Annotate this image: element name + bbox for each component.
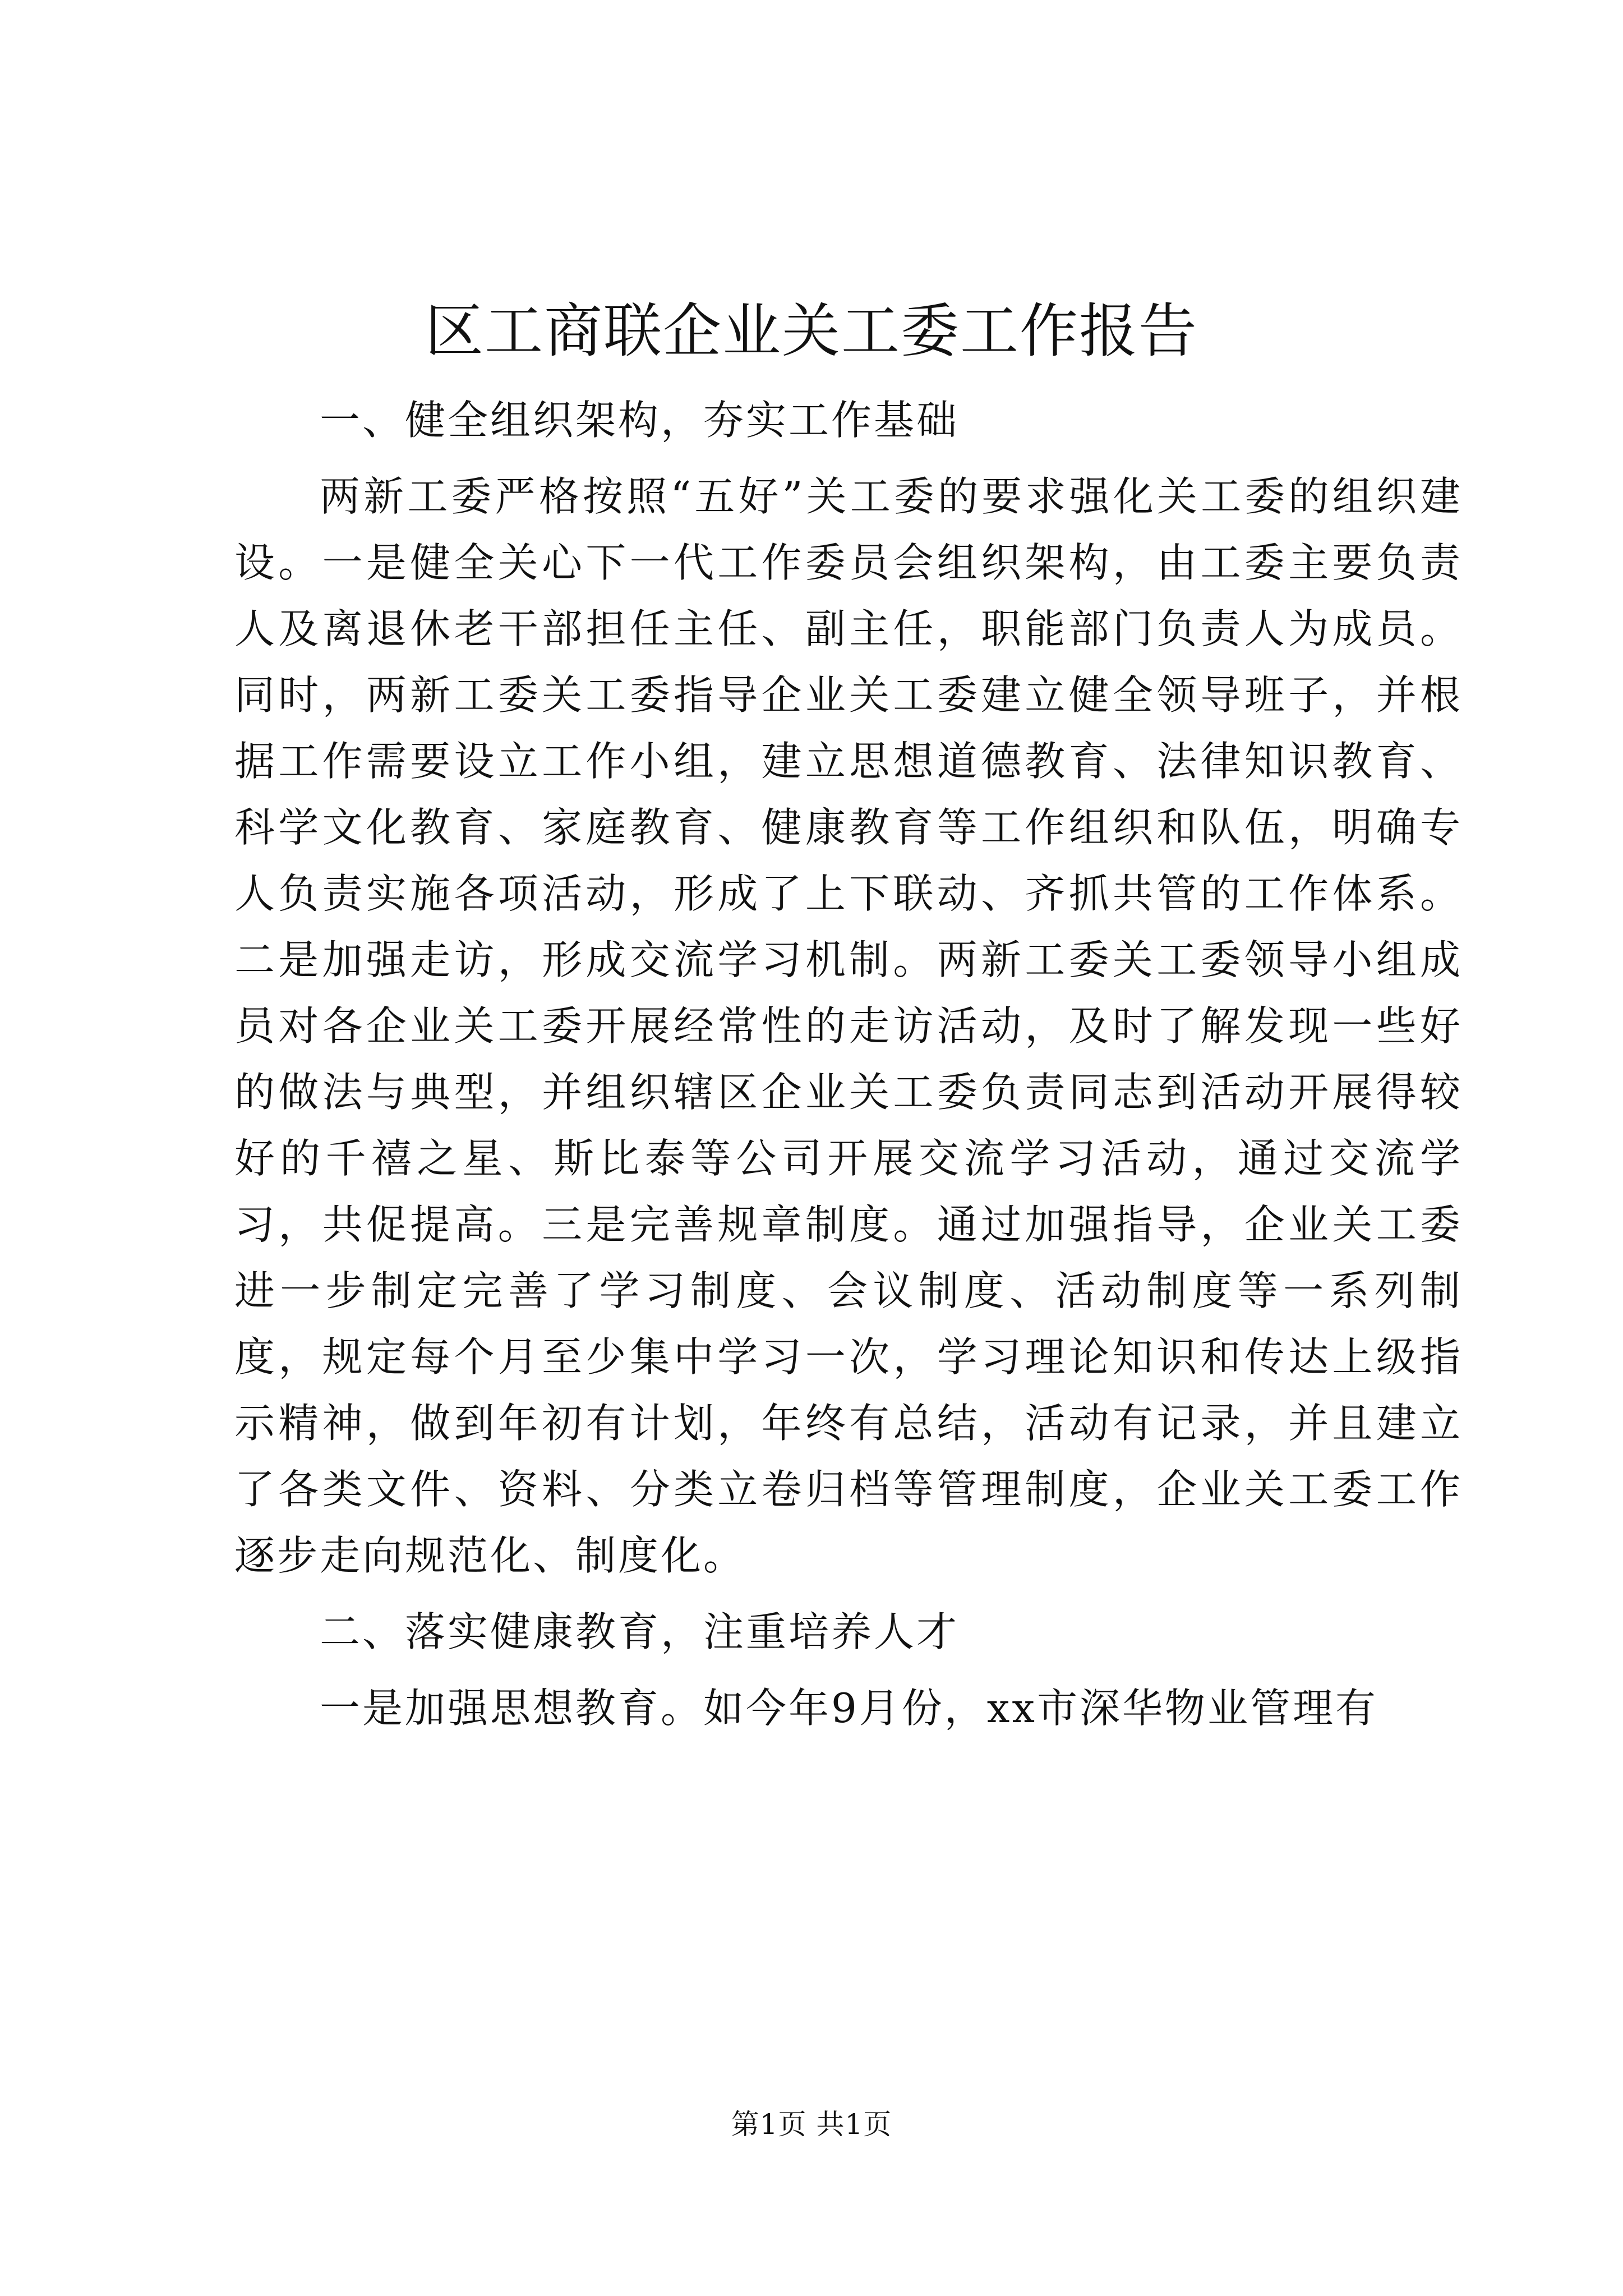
section-heading-1: 一、健全组织架构，夯实工作基础 xyxy=(320,397,960,444)
paragraph-organization: 两新工委严格按照“五好”关工委的要求强化关工委的组织建设。一是健全关心下一代工作委员会组织架构，由工委主要负责人及离退休老干部担任主任、副主任，职能部门负责人为成员。同时，两新工委关工委指导企业关工委建立健全领导班子，并根据工作需要设立工作小组，建立思想道德教育、法律知识教育、科学文化教育、家庭教育、健康教育等工作组织和队伍，明确专人负责实施各项活动，形成了上下联动、齐抓共管的工作体系。二是加强走访，形成交流学习机制。两新工委关工委领导小组成员对各企业关工委开展经常性的走访活动，及时了解发现一些好的做法与典型，并组织辖区企业关工委负责同志到活动开展得较好的千禧之星、斯比泰等公司开展交流学习活动，通过交流学习，共促提高。三是完善规章制度。通过加强指导，企业关工委进一步制定完善了学习制度、会议制度、活动制度等一系列制度，规定每个月至少集中学习一次，学习理论知识和传达上级指示精神，做到年初有计划，年终有总结，活动有记录，并且建立了各类文件、资料、分类立卷归档等管理制度，企业关工委工作逐步走向规范化、制度化。 xyxy=(234,473,1463,1579)
page-footer: 第1页 共1页 xyxy=(731,2108,892,2141)
document-body xyxy=(234,387,1463,1751)
paragraph-education: 一是加强思想教育。如今年9月份，xx市深华物业管理有 xyxy=(320,1685,1378,1732)
document-title: 区工商联企业关工委工作报告 xyxy=(425,297,1198,365)
section-heading-2: 二、落实健康教育，注重培养人才 xyxy=(320,1608,960,1655)
